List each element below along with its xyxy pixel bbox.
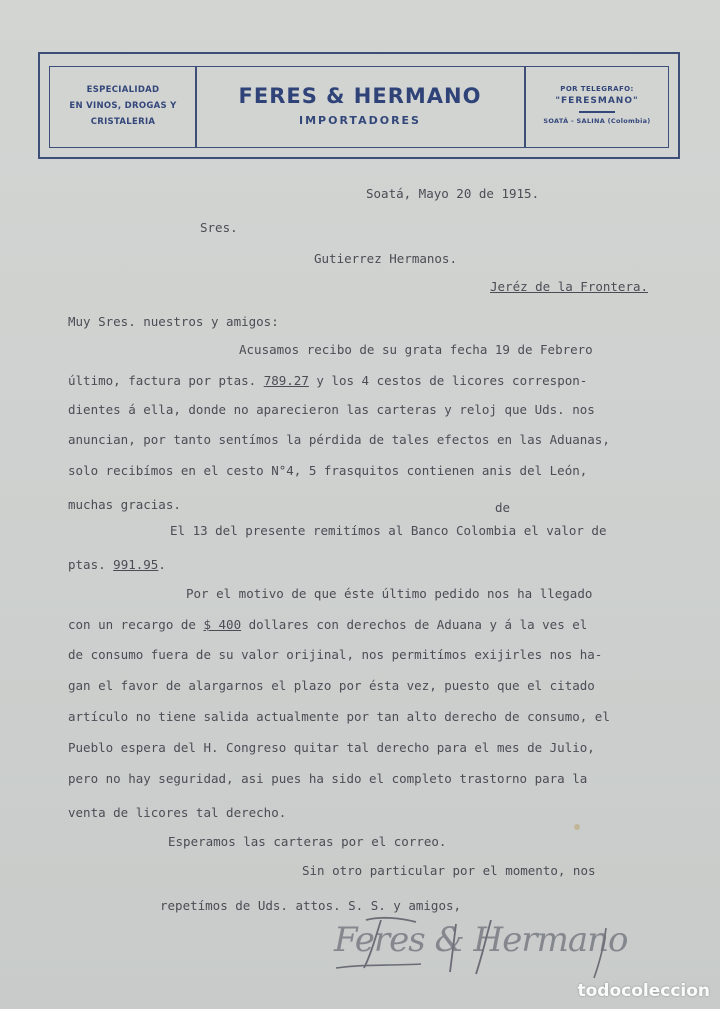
company-subtitle: IMPORTADORES — [299, 114, 421, 127]
body-line — [68, 617, 587, 632]
watermark-logo: todocoleccion — [577, 981, 710, 1001]
body-line: El 13 del presente remitímos al Banco Colombia el valor de — [170, 523, 607, 538]
body-line: pero no hay seguridad, asi pues ha sido el completo trastorno para la — [68, 771, 588, 786]
invoice-amount: 789.27 — [263, 373, 309, 388]
recipient-name: Gutierrez Hermanos. — [314, 251, 457, 266]
greeting: Muy Sres. nuestros y amigos: — [68, 314, 279, 329]
closing-line: repetímos de Uds. attos. S. S. y amigos, — [160, 898, 462, 913]
letterhead-divider-right — [524, 66, 526, 148]
body-text: con un recargo de — [68, 617, 196, 632]
body-text: último, factura por ptas. — [68, 373, 257, 388]
letterhead-divider-left — [195, 66, 197, 148]
body-line: artículo no tiene salida actualmente por tan alto derecho de consumo, el — [68, 709, 610, 724]
company-name: FERES & HERMANO — [238, 84, 482, 108]
body-line: Pueblo espera del H. Congreso quitar tal derecho para el mes de Julio, — [68, 740, 595, 755]
letterhead-location: SOATÁ - SALINA (Colombia) — [543, 116, 651, 125]
body-line: anuncian, por tanto sentímos la pérdida de tales efectos en las Aduanas, — [68, 432, 610, 447]
body-text: y los 4 cestos de licores correspon- — [316, 373, 588, 388]
body-line — [68, 373, 587, 388]
letterhead-telegraph — [527, 84, 667, 125]
remitted-amount: 991.95 — [113, 557, 159, 572]
body-line: dientes á ella, donde no aparecieron las carteras y reloj que Uds. nos — [68, 402, 595, 417]
specialty-line: EN VINOS, DROGAS Y — [69, 101, 177, 111]
body-text: dollares con derechos de Aduana y á la ves el — [248, 617, 588, 632]
body-text: ptas. — [68, 557, 106, 572]
body-fragment: de — [495, 500, 511, 515]
specialty-line: CRISTALERIA — [90, 117, 156, 127]
letterhead-specialty — [52, 82, 194, 130]
body-line: muchas gracias. — [68, 497, 181, 512]
body-line: Acusamos recibo de su grata fecha 19 de Febrero — [239, 342, 593, 357]
body-line: solo recibímos en el cesto N°4, 5 frasquitos contienen anis del León, — [68, 463, 588, 478]
closing-line: Sin otro particular por el momento, nos — [302, 863, 596, 878]
body-line: gan el favor de alargarnos el plazo por ésta vez, puesto que el citado — [68, 678, 595, 693]
recipient-city: Jeréz de la Frontera. — [490, 279, 649, 294]
telegraph-code: "FERESMANO" — [555, 96, 639, 106]
body-line: Por el motivo de que éste último pedido nos ha llegado — [186, 586, 593, 601]
salutation-short: Sres. — [200, 220, 238, 235]
telegraph-rule — [579, 111, 615, 113]
body-line: Esperamos las carteras por el correo. — [168, 834, 447, 849]
body-line — [68, 557, 166, 572]
signature-text: Feres & Hermano — [334, 920, 628, 960]
surcharge-amount: $ 400 — [203, 617, 242, 632]
body-line: venta de licores tal derecho. — [68, 805, 287, 820]
specialty-line: ESPECIALIDAD — [86, 85, 160, 95]
paper-stain — [574, 824, 580, 830]
telegraph-label: POR TELEGRAFO: — [560, 85, 634, 93]
letter-date: Soatá, Mayo 20 de 1915. — [366, 186, 540, 201]
body-text: . — [158, 557, 166, 572]
body-line: de consumo fuera de su valor orijinal, nos permitímos exijirles nos ha- — [68, 647, 603, 662]
